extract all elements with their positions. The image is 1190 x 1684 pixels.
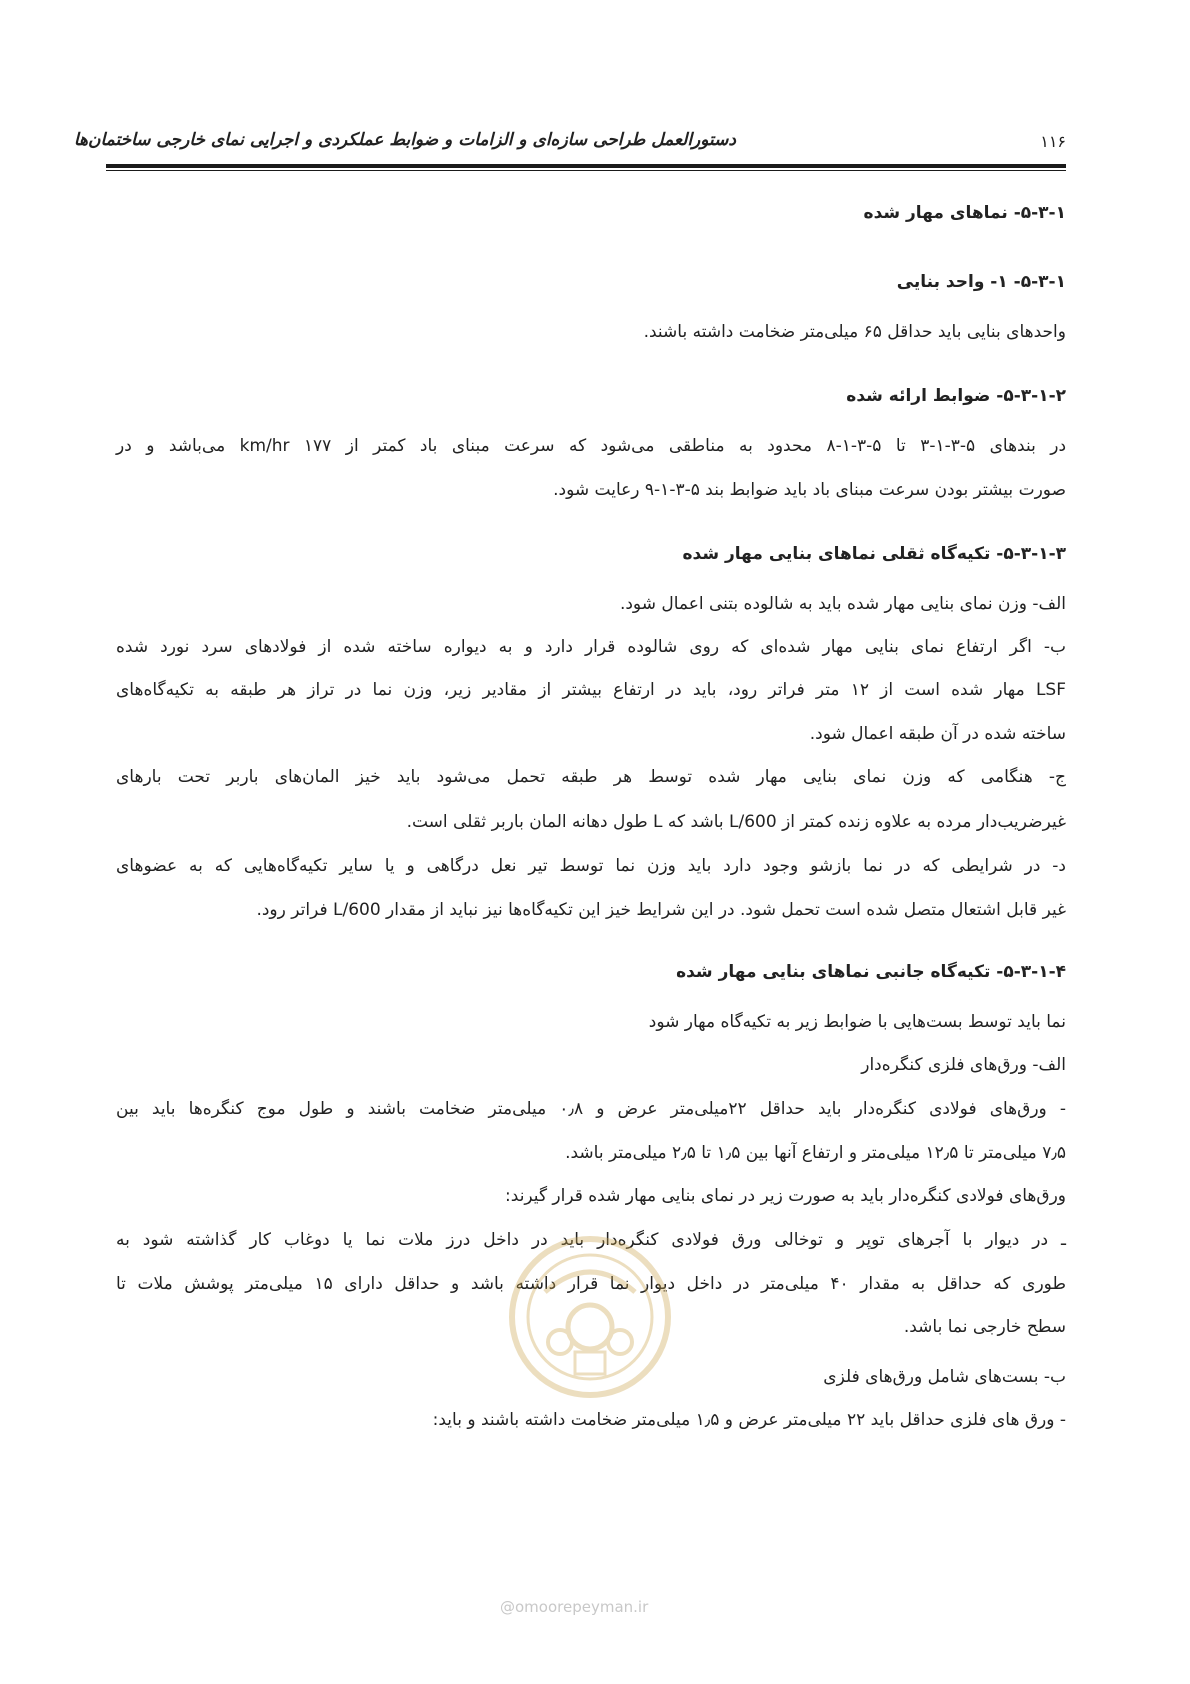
paragraph-line: الف- ورق‌های فلزی کنگره‌دار [861,1055,1066,1075]
page-number: ۱۱۶ [1040,132,1066,151]
paragraph-line: طوری که حداقل به مقدار ۴۰ میلی‌متر در داخل دیوار نما قرار داشته باشد و حداقل دارای ۱۵ میلی‌متر پوشش ملات تا [116,1274,1066,1294]
page-header [73,130,1066,164]
subsection-heading-3: ۵-۳-۱-۳- تکیه‌گاه ثقلی نماهای بنایی مهار شده [682,544,1066,564]
header-rule-thick [106,164,1066,168]
paragraph-line: LSF مهار شده است از ۱۲ متر فراتر رود، باید در ارتفاع بیشتر از مقادیر زیر، وزن نما در تراز هر طبقه به تکیه‌گاه‌های [116,680,1066,700]
paragraph-line: ـ در دیوار با آجرهای توپر و توخالی ورق فولادی کنگره‌دار باید در داخل درز ملات نما یا دوغاب کار گذاشته شود به [116,1230,1066,1250]
paragraph-line: الف- وزن نمای بنایی مهار شده باید به شالوده بتنی اعمال شود. [619,594,1066,614]
subsection-heading-1: ۵-۳-۱- ۱- واحد بنایی [896,272,1066,292]
paragraph-line: ورق‌های فولادی کنگره‌دار باید به صورت زیر در نمای بنایی مهار شده قرار گیرند: [505,1186,1066,1206]
subsection-heading-2: ۵-۳-۱-۲- ضوابط ارائه شده [846,386,1066,406]
paragraph-line: غیرضریب‌دار مرده به علاوه زنده کمتر از L/600 باشد که L طول دهانه المان باربر ثقلی است. [406,812,1066,832]
paragraph-line: غیر قابل اشتعال متصل شده است تحمل شود. در این شرایط خیز این تکیه‌گاه‌ها نیز نباید از مقدار L/600 فراتر رود. [256,900,1066,920]
watermark-seal-icon [505,1232,675,1402]
paragraph-line: واحدهای بنایی باید حداقل ۶۵ میلی‌متر ضخامت داشته باشند. [643,322,1066,342]
paragraph-line: سطح خارجی نما باشد. [903,1317,1066,1337]
paragraph-line: ساخته شده در آن طبقه اعمال شود. [809,724,1066,744]
paragraph-line: نما باید توسط بست‌هایی با ضوابط زیر به تکیه‌گاه مهار شود [648,1012,1066,1032]
paragraph-line: ب- بست‌های شامل ورق‌های فلزی [823,1367,1066,1387]
paragraph-line: ب- اگر ارتفاع نمای بنایی مهار شده‌ای که روی شالوده قرار دارد و به دیواره ساخته شده از فولادهای سرد نورد شده [116,637,1066,657]
paragraph-line: صورت بیشتر بودن سرعت مبنای باد باید ضوابط بند ۵-۳-۱-۹ رعایت شود. [553,480,1066,500]
paragraph-line: ۷٫۵ میلی‌متر تا ۱۲٫۵ میلی‌متر و ارتفاع آنها بین ۱٫۵ تا ۲٫۵ میلی‌متر باشد. [565,1143,1066,1163]
paragraph-line: - ورق‌های فولادی کنگره‌دار باید حداقل ۲۲میلی‌متر عرض و ۰٫۸ میلی‌متر ضخامت باشند و طول موج کنگره‌ها باید بین [116,1099,1066,1119]
paragraph-line: ج- هنگامی که وزن نمای بنایی مهار شده توسط هر طبقه تحمل می‌شود باید خیز المان‌های باربر تحت بارهای [116,767,1066,787]
header-title: دستورالعمل طراحی سازه‌ای و الزامات و ضوابط عملکردی و اجرایی نمای خارجی ساختمان‌ها [73,130,736,150]
subsection-heading-4: ۵-۳-۱-۴- تکیه‌گاه جانبی نماهای بنایی مهار شده [676,962,1066,982]
section-heading: ۵-۳-۱- نماهای مهار شده [863,203,1066,223]
header-rule-thin [106,170,1066,171]
paragraph-line: - ورق های فلزی حداقل باید ۲۲ میلی‌متر عرض و ۱٫۵ میلی‌متر ضخامت داشته باشند و باید: [432,1410,1066,1430]
paragraph-line: د- در شرایطی که در نما بازشو وجود دارد باید وزن نما توسط تیر نعل درگاهی و یا سایر تکیه‌گاه‌هایی که به عضوهای [116,856,1066,876]
paragraph-line: در بندهای ۵-۳-۱-۳ تا ۵-۳-۱-۸ محدود به مناطقی می‌شود که سرعت مبنای باد کمتر از ۱۷۷ km/hr می‌باشد و در [116,436,1067,456]
watermark-text: @omoorepeyman.ir [500,1598,649,1616]
